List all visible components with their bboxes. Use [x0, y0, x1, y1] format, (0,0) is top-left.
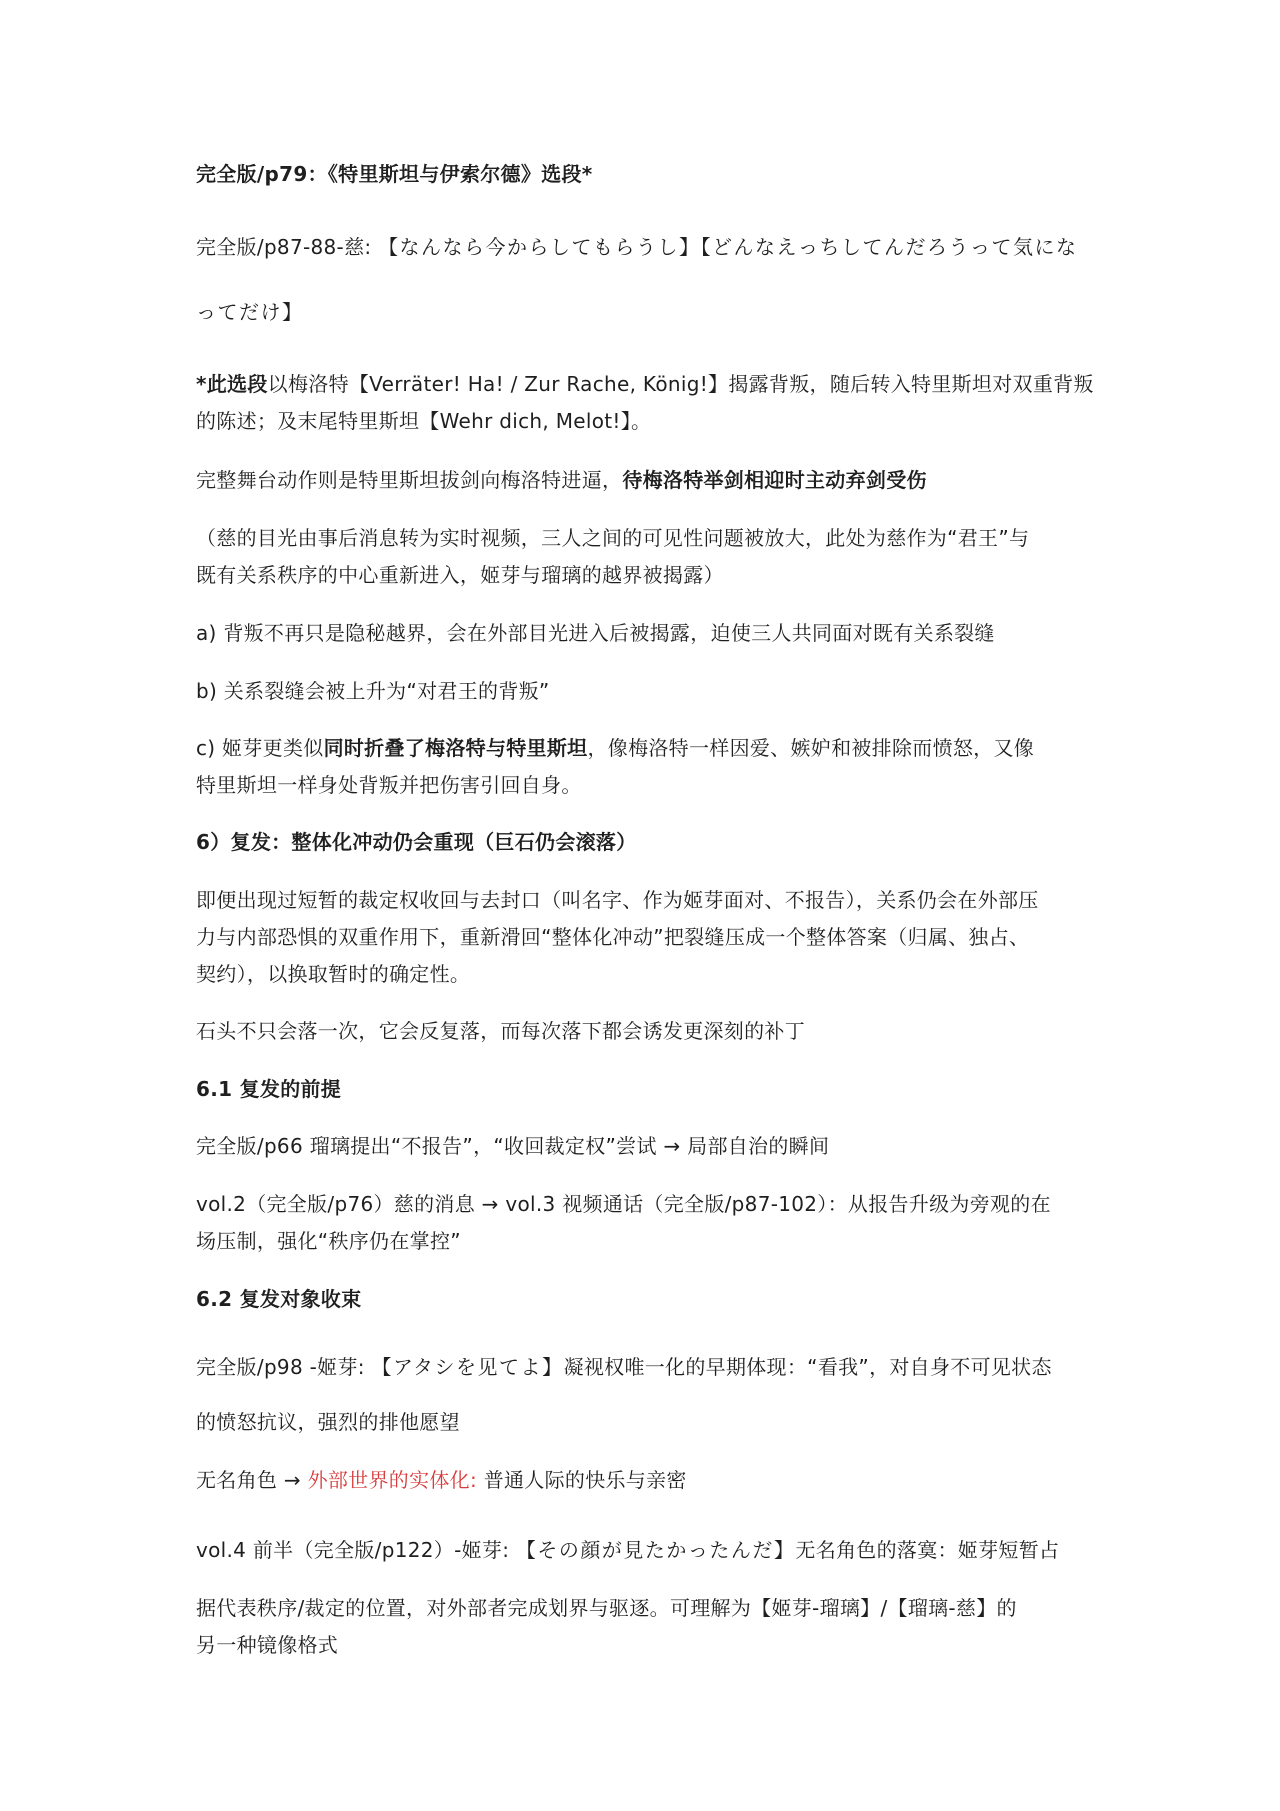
paragraph-excerpt-note-cont: 的陈述；及末尾特里斯坦【Wehr dich, Melot!】。 — [196, 409, 652, 433]
heading-6-2: 6.2 复发对象收束 — [196, 1287, 362, 1311]
paragraph-vol2: vol.2（完全版/p76）慈的消息 → vol.3 视频通话（完全版/p87-102）：从报告升级为旁观的在 — [196, 1192, 1051, 1216]
paragraph-vol4: vol.4 前半（完全版/p122）-姬芽: 【その顔が見たかったんだ】无名角色的落寞：姬芽短暂占 — [196, 1538, 1060, 1562]
paragraph-excerpt-note: *此选段以梅洛特【Verräter! Ha! / Zur Rache, König!】揭露背叛，随后转入特里斯坦对双重背叛 — [196, 372, 1094, 396]
paragraph-p66: 完全版/p66 瑠璃提出“不报告”，“收回裁定权”尝试 → 局部自治的瞬间 — [196, 1134, 830, 1158]
paragraph-quote-p87: 完全版/p87-88-慈: 【なんなら今からしてもらうし】【どんなえっちしてんだろうって気にな — [196, 235, 1078, 259]
paragraph-vol4-end: 另一种镜像格式 — [196, 1633, 339, 1657]
paragraph-relapse-1: 即便出现过短暂的裁定权收回与去封口（叫名字、作为姬芽面对、不报告），关系仍会在外部压 — [196, 888, 1039, 912]
paragraph-p98-cont: 的愤怒抗议，强烈的排他愿望 — [196, 1410, 460, 1434]
paragraph-vol2-cont: 场压制，强化“秩序仍在掌控” — [196, 1229, 461, 1253]
heading-6-1: 6.1 复发的前提 — [196, 1077, 342, 1101]
paragraph-relapse-3: 契约），以换取暂时的确定性。 — [196, 962, 471, 986]
paragraph-stone: 石头不只会落一次，它会反复落，而每次落下都会诱发更深刻的补丁 — [196, 1019, 805, 1043]
heading-6: 6）复发：整体化冲动仍会重现（巨石仍会滚落） — [196, 830, 637, 854]
paragraph-vol4-cont: 据代表秩序/裁定的位置，对外部者完成划界与驱逐。可理解为【姬芽-瑠璃】/【瑠璃-慈】的 — [196, 1596, 1017, 1620]
list-item-c-cont: 特里斯坦一样身处背叛并把伤害引回自身。 — [196, 773, 582, 797]
paragraph-quote-p87-cont: ってだけ】 — [196, 300, 304, 324]
section-title: 完全版/p79：《特里斯坦与伊索尔德》选段* — [196, 162, 593, 186]
list-item-c: c) 姬芽更类似同时折叠了梅洛特与特里斯坦，像梅洛特一样因爱、嫉妒和被排除而愤怒，又像 — [196, 736, 1035, 760]
paragraph-gaze-note-cont: 既有关系秩序的中心重新进入，姬芽与瑠璃的越界被揭露） — [196, 563, 724, 587]
paragraph-p98: 完全版/p98 -姬芽: 【アタシを见てよ】凝视权唯一化的早期体现：“看我”，对自身不可见状态 — [196, 1355, 1052, 1379]
list-item-a: a) 背叛不再只是隐秘越界，会在外部目光进入后被揭露，迫使三人共同面对既有关系裂缝 — [196, 621, 995, 645]
list-item-b: b) 关系裂缝会被上升为“对君王的背叛” — [196, 679, 550, 703]
paragraph-relapse-2: 力与内部恐惧的双重作用下，重新滑回“整体化冲动”把裂缝压成一个整体答案（归属、独占、 — [196, 925, 1030, 949]
paragraph-gaze-note: （慈的目光由事后消息转为实时视频，三人之间的可见性问题被放大，此处为慈作为“君王”与 — [196, 526, 1030, 550]
paragraph-unnamed-role: 无名角色 → 外部世界的实体化: 普通人际的快乐与亲密 — [196, 1468, 687, 1492]
paragraph-stage-action: 完整舞台动作则是特里斯坦拔剑向梅洛特进逼，待梅洛特举剑相迎时主动弃剑受伤 — [196, 468, 927, 492]
